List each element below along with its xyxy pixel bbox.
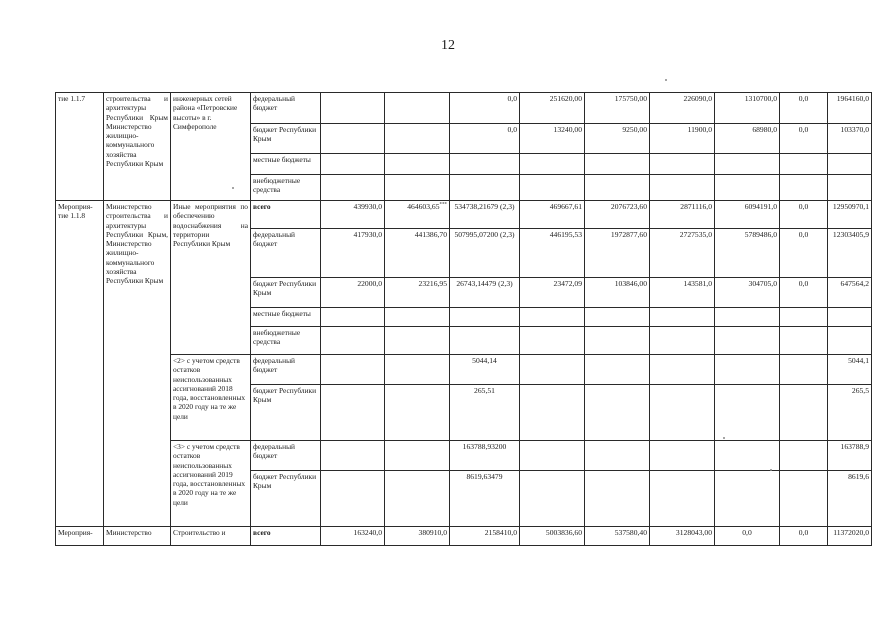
value-2018: 380910,0 <box>385 527 450 546</box>
funding-source: бюджет Республики Крым <box>251 385 321 441</box>
value-total: 647564,2 <box>828 278 872 308</box>
funding-source: федеральный бюджет <box>251 355 321 385</box>
value-2022: 2871116,0 <box>650 201 715 229</box>
funding-source: всего <box>251 201 321 229</box>
value-2022: 226090,0 <box>650 93 715 124</box>
footnote-label: <2> с учетом средств остатков неиспользованных ассигнований 2018 года, восстановленных в 2020 году на те же цели <box>171 355 251 441</box>
funding-source: внебюджетные средства <box>251 175 321 201</box>
value-2019: 265,51 <box>450 385 520 441</box>
table-row <box>56 355 872 385</box>
funding-source: бюджет Республики Крым <box>251 124 321 154</box>
value-2023: 68980,0 <box>715 124 780 154</box>
value-total: 11372020,0 <box>828 527 872 546</box>
value-2022: 11900,0 <box>650 124 715 154</box>
value-total: 163788,9 <box>828 441 872 471</box>
funding-source: бюджет Республики Крым <box>251 278 321 308</box>
value-2017: 22000,0 <box>321 278 385 308</box>
value-2017: 417930,0 <box>321 229 385 278</box>
value-2019: 534738,21679 (2,3) <box>450 201 520 229</box>
value-2024: 0,0 <box>780 124 828 154</box>
value-2018: 23216,95 <box>385 278 450 308</box>
value-2021: 103846,00 <box>585 278 650 308</box>
value-2018-text: 464603,65 <box>407 202 440 211</box>
measure-code: тие 1.1.7 <box>56 93 104 201</box>
funding-source: местные бюджеты <box>251 154 321 175</box>
value-2017 <box>321 93 385 124</box>
value-2021: 1972877,60 <box>585 229 650 278</box>
value-total: 265,5 <box>828 385 872 441</box>
footnote-label: <3> с учетом средств остатков неиспользованных ассигнований 2019 года, восстановленных в 2020 году на те же цели <box>171 441 251 527</box>
value-total: 12303405,9 <box>828 229 872 278</box>
value-2024: 0,0 <box>780 527 828 546</box>
value-2019: 0,0 <box>450 93 520 124</box>
value-total: 103370,0 <box>828 124 872 154</box>
measure-code: Мероприя- <box>56 527 104 546</box>
table-row <box>56 93 872 124</box>
measure-executor: Министерство <box>104 527 171 546</box>
value-total: 8619,6 <box>828 471 872 527</box>
value-total: 12950970,1 <box>828 201 872 229</box>
value-total: 5044,1 <box>828 355 872 385</box>
value-2023: 304705,0 <box>715 278 780 308</box>
scan-speck <box>665 79 667 81</box>
value-2021: 2076723,60 <box>585 201 650 229</box>
value-2024: 0,0 <box>780 93 828 124</box>
value-2023: 6094191,0 <box>715 201 780 229</box>
value-2024: 0,0 <box>780 278 828 308</box>
value-2019: 507995,07200 (2,3) <box>450 229 520 278</box>
value-2020: 23472,09 <box>520 278 585 308</box>
value-2020: 251620,00 <box>520 93 585 124</box>
budget-table <box>55 92 872 546</box>
value-2018 <box>385 124 450 154</box>
value-2019: 26743,14479 (2,3) <box>450 278 520 308</box>
value-2020: 469667,61 <box>520 201 585 229</box>
funding-source: всего <box>251 527 321 546</box>
scan-speck <box>723 437 725 439</box>
funding-source: бюджет Республики Крым <box>251 471 321 527</box>
value-2022: 143581,0 <box>650 278 715 308</box>
funding-source: федеральный бюджет <box>251 229 321 278</box>
measure-name: Строительство и <box>171 527 251 546</box>
scan-speck <box>770 469 772 471</box>
value-2019: 8619,63479 <box>450 471 520 527</box>
value-2017: 439930,0 <box>321 201 385 229</box>
funding-source: федеральный бюджет <box>251 441 321 471</box>
measure-name: Иные мероприятия по обеспечению водоснабжения на территории Республики Крым <box>171 201 251 355</box>
page-number: 12 <box>441 38 455 53</box>
value-2019: 0,0 <box>450 124 520 154</box>
scan-speck <box>232 187 234 189</box>
value-2021: 9250,00 <box>585 124 650 154</box>
footnote-mark: *** <box>439 202 447 208</box>
table-row <box>56 441 872 471</box>
value-2017 <box>321 124 385 154</box>
funding-source: местные бюджеты <box>251 308 321 327</box>
value-2023: 0,0 <box>715 527 780 546</box>
value-total: 1964160,0 <box>828 93 872 124</box>
funding-source: федеральный бюджет <box>251 93 321 124</box>
value-2020: 13240,00 <box>520 124 585 154</box>
value-2021: 175750,00 <box>585 93 650 124</box>
measure-code: Мероприя-тие 1.1.8 <box>56 201 104 527</box>
table-row <box>56 201 872 229</box>
value-2023: 5789486,0 <box>715 229 780 278</box>
funding-source: внебюджетные средства <box>251 327 321 355</box>
value-2020: 5003836,60 <box>520 527 585 546</box>
value-2022: 2727535,0 <box>650 229 715 278</box>
value-2024: 0,0 <box>780 201 828 229</box>
value-2020: 446195,53 <box>520 229 585 278</box>
value-2017: 163240,0 <box>321 527 385 546</box>
value-2018 <box>385 201 450 229</box>
value-2021: 537580,40 <box>585 527 650 546</box>
value-2018: 441386,70 <box>385 229 450 278</box>
value-2024: 0,0 <box>780 229 828 278</box>
value-2023: 1310700,0 <box>715 93 780 124</box>
value-2018 <box>385 93 450 124</box>
value-2019: 5044,14 <box>450 355 520 385</box>
measure-name: инженерных сетей района «Петровские высоты» в г. Симферополе <box>171 93 251 201</box>
measure-executor: Министерство строительства и архитектуры Республики Крым, Министерство жилищно-коммунального хозяйства Республики Крым <box>104 201 171 527</box>
value-2019: 163788,93200 <box>450 441 520 471</box>
measure-executor: строительства и архитектуры Республики Крым Министерство жилищно-коммунального хозяйства Республики Крым <box>104 93 171 201</box>
table-row <box>56 527 872 546</box>
value-2019: 2158410,0 <box>450 527 520 546</box>
value-2022: 3128043,00 <box>650 527 715 546</box>
